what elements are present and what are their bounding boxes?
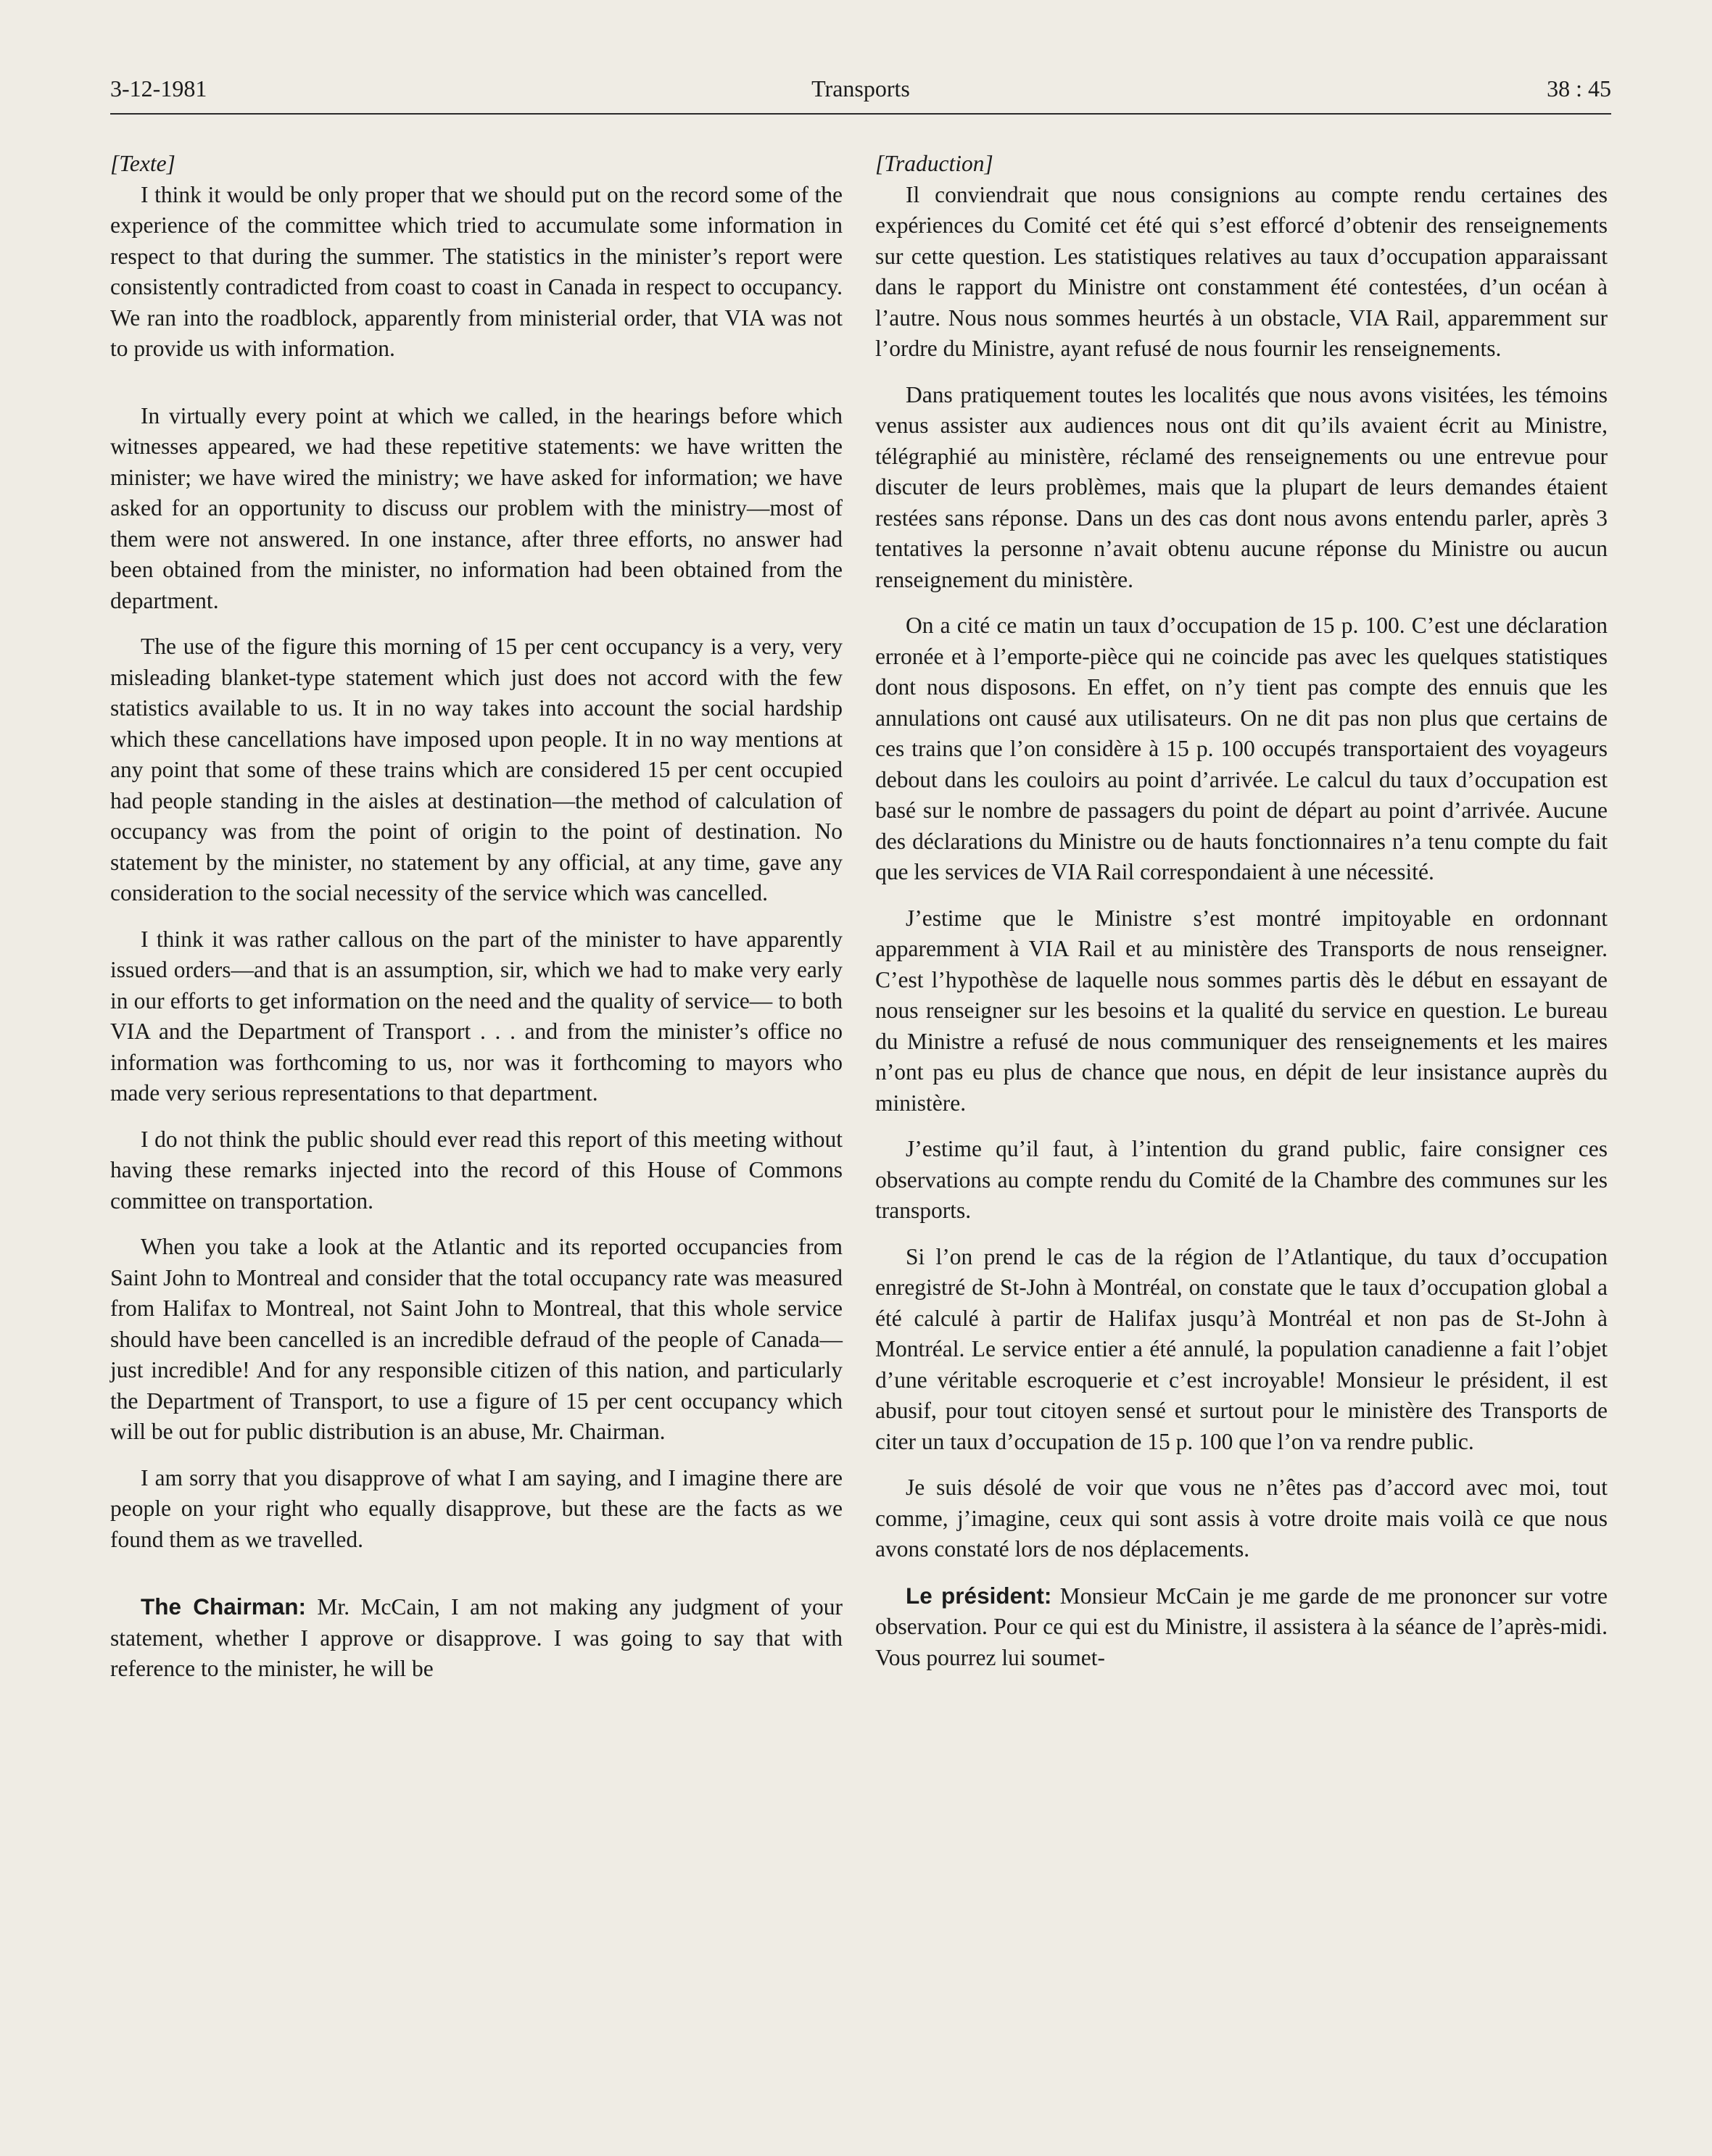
paragraph: When you take a look at the Atlantic and its reported occupancies from Saint John to Montreal and consider that the total occupancy rate was measured from Halifax to Montreal, not Saint John to Montreal, that this whole service should have been cancelled is an incredible defraud of the people of Canada—just incredible! And for any responsible citizen of this nation, and particularly the Department of Transport, to use a figure of 15 per cent occupancy which will be out for public distribution is an abuse, Mr. Chairman. xyxy=(110,1234,843,1444)
page-header xyxy=(110,72,1611,115)
header-date: 3-12-1981 xyxy=(110,75,207,101)
french-column xyxy=(875,149,1608,1688)
paragraph: Si l’on prend le cas de la région de l’Atlantique, du taux d’occupation enregistré de St-John à Montréal, on constate que le taux d’occupation global a été calculé à partir de Halifax jusqu’à Montréal et non pas de St-John à Montréal. Le service entier a été annulé, la population canadienne a fait l’objet d’une véritable escroquerie et c’est incroyable! Monsieur le président, il est abusif, pour tout citoyen sensé et surtout pour le ministère des Transports de citer un taux d’occupation de 15 p. 100 que l’on va rendre public. xyxy=(875,1243,1608,1454)
paragraph: J’estime qu’il faut, à l’intention du grand public, faire consigner ces observations au compte rendu du Comité de la Chambre des communes sur les transports. xyxy=(875,1136,1608,1223)
paragraph: Il conviendrait que nous consignions au compte rendu certaines des expériences du Comité cet été qui s’est efforcé d’obtenir des renseignements sur cette question. Les statistiques relatives au taux d’occupation apparaissant dans le rapport du Ministre ont constamment été contestées, d’un océan à l’autre. Nous nous sommes heurtés à un obstacle, VIA Rail, apparemment sur l’ordre du Ministre, ayant refusé de nous fournir les renseignements. xyxy=(875,181,1608,361)
paragraph: Dans pratiquement toutes les localités que nous avons visitées, les témoins venus assister aux audiences nous ont dit qu’ils avaient écrit au Ministre, télégraphié au ministère, réclamé des renseignements ou une entrevue pour discuter de leurs problèmes, mais que la plupart de leurs demandes étaient restées sans réponse. Dans un des cas dont nous avons entendu parler, après 3 tentatives la personne n’avait obtenu aucune réponse du Ministre ou aucun renseignement du ministère. xyxy=(875,381,1608,592)
paragraph: I think it would be only proper that we should put on the record some of the experience of the committee which tried to accumulate some information in respect to that during the summer. The statistics in the minister’s report were consistently contradicted from coast to coast in Canada in respect to occupancy. We ran into the roadblock, apparently from ministerial order, that VIA was not to provide us with information. xyxy=(110,181,843,361)
paragraph: On a cité ce matin un taux d’occupation de 15 p. 100. C’est une déclaration erronée et à l’emporte-pièce qui ne coincide pas avec les quelques statistiques dont nous disposons. En effet, on n’y tient pas compte des ennuis que les annulations ont causé aux utilisateurs. On ne dit pas non plus que certains de ces trains que l’on considère à 15 p. 100 occupés transportaient des voyageurs debout dans les couloirs au point d’arrivée. Le calcul du taux d’occupation est basé sur le nombre de passagers du point de départ au point d’arrivée. Aucune des déclarations du Ministre ou de hauts fonctionnaires n’a tenu compte du fait que les services de VIA Rail correspondaient à une nécessité. xyxy=(875,613,1608,884)
speaker-text: Monsieur McCain je me garde de me prononcer sur votre observation. Pour ce qui est du Ministre, il assistera à la séance de l’après-midi. Vous pourrez lui soumet- xyxy=(875,1583,1608,1670)
chairman-paragraph xyxy=(875,1580,1608,1674)
paragraph: In virtually every point at which we called, in the hearings before which witnesses appeared, we had these repetitive statements: we have written the minister; we have wired the ministry; we have asked for information; we have asked for an opportunity to discuss our problem with the ministry—most of them were not answered. In one instance, after three efforts, no answer had been obtained from the minister, no information had been obtained from the department. xyxy=(110,402,843,613)
speaker-label: The Chairman: xyxy=(141,1593,307,1620)
english-column xyxy=(110,149,843,1700)
chairman-paragraph xyxy=(110,1591,843,1685)
header-page-number: 38 : 45 xyxy=(1547,75,1611,101)
paragraph: J’estime que le Ministre s’est montré impitoyable en ordonnant apparemment à VIA Rail et au ministère des Transports de nous renseigner. C’est l’hypothèse de laquelle nous sommes partis dès le début en essayant de nous renseigner sur les besoins et la qualité du service en question. Le bureau du Ministre a refusé de nous communiquer des renseignements et les maires n’ont pas eu plus de chance que nous, en dépit de leur insistance auprès du ministère. xyxy=(875,905,1608,1116)
speaker-label: Le président: xyxy=(906,1582,1052,1609)
section-tag-texte: [Texte] xyxy=(110,151,175,176)
paragraph: I do not think the public should ever read this report of this meeting without having these remarks injected into the record of this House of Commons committee on transportation. xyxy=(110,1126,843,1214)
section-tag-traduction: [Traduction] xyxy=(875,151,993,176)
paragraph: The use of the figure this morning of 15 per cent occupancy is a very, very misleading blanket-type statement which just does not accord with the few statistics available to us. It in no way takes into account the social hardship which these cancellations have imposed upon people. It in no way mentions at any point that some of these trains which are considered 15 per cent occupied had people standing in the aisles at destination—the method of calculation of occupancy was from the point of origin to the point of destination. No statement by the minister, no statement by any official, at any time, gave any consideration to the social necessity of the service which was cancelled. xyxy=(110,634,843,905)
paragraph: Je suis désolé de voir que vous ne n’êtes pas d’accord avec moi, tout comme, j’imagine, ceux qui sont assis à votre droite mais voilà ce que nous avons constaté lors de nos déplacements. xyxy=(875,1475,1608,1562)
header-title: Transports xyxy=(811,75,910,101)
paragraph: I am sorry that you disapprove of what I am saying, and I imagine there are people on your right who equally disapprove, but these are the facts as we found them as we travelled. xyxy=(110,1464,843,1552)
speaker-text: Mr. McCain, I am not making any judgment of your statement, whether I approve or disapprove. I was going to say that with reference to the minister, he will be xyxy=(110,1594,843,1681)
paragraph: I think it was rather callous on the part of the minister to have apparently issued orders—and that is an assumption, sir, which we had to make very early in our efforts to get information on the need and the quality of service— to both VIA and the Department of Transport . . . and from the minister’s office no information was forthcoming to us, nor was it forthcoming to mayors who made very serious representations to that department. xyxy=(110,926,843,1106)
